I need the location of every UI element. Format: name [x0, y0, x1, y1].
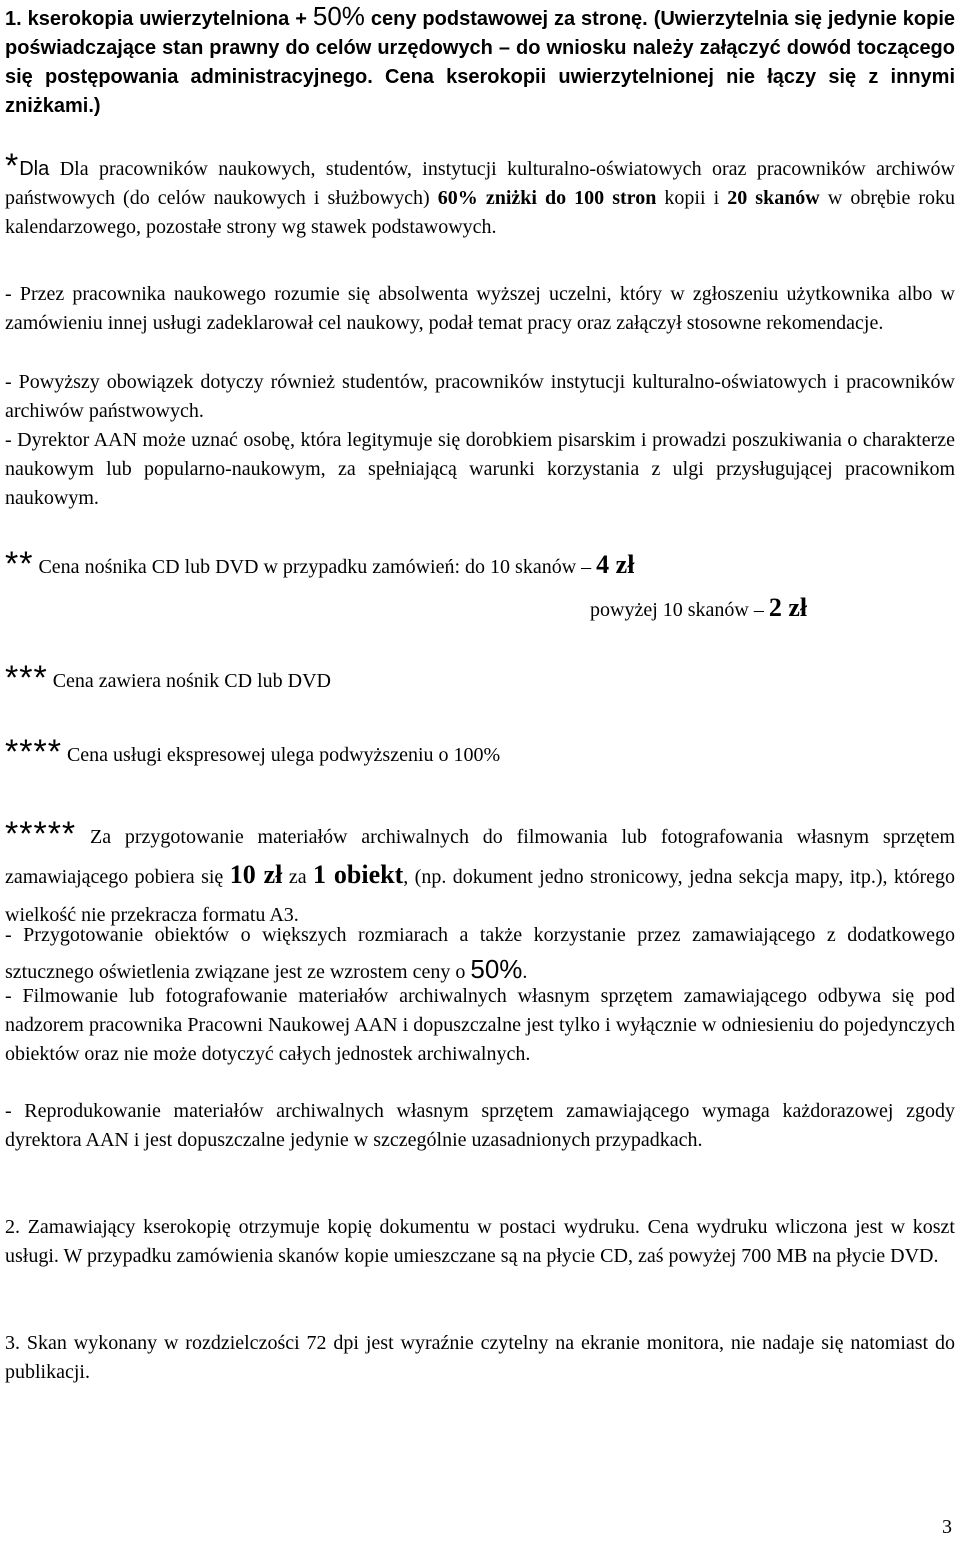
footnote-5-bullet-3: - Reprodukowanie materiałów archiwalnych własnym sprzętem zamawiającego wymaga każdorazowej zgody dyrektora AAN i jest dopuszczalne jedynie w szczególnie uzasadnionych przypadkach.: [5, 1100, 955, 1151]
section-1-title-b: ceny podstawowej za stronę.: [370, 8, 648, 30]
footnote-3: [5, 659, 955, 697]
footnote-1-intro-dla: Dla: [19, 158, 50, 180]
footnote-2-price-1: 4 zł: [596, 550, 635, 579]
footnote-5-za: za: [288, 866, 307, 888]
footnote-1-bullet-1: - Przez pracownika naukowego rozumie się absolwenta wyższej uczelni, który w zgłoszeniu użytkownika albo w zamówieniu innej usługi zadeklarował cel naukowy, podał temat pracy oraz załączył stosowne rekomendacje.: [5, 283, 955, 334]
footnote-1-mid: kopii i: [664, 187, 720, 209]
footnote-1-bullet-2-b: studentów, pracowników instytucji kulturalno-oświatowych i pracowników archiwów państwowych.: [5, 371, 955, 422]
footnote-5-bullet-1: [5, 918, 955, 989]
footnote-5-text-a: Za przygotowanie materiałów archiwalnych do filmowania lub fotografowania własnym sprzętem zamawiającego pobiera się: [5, 826, 956, 888]
footnote-1-bullet-3: - Dyrektor AAN może uznać osobę, która legitymuje się dorobkiem pisarskim i prowadzi poszukiwania o charakterze naukowym lub popularno-naukowym, za spełniającą warunki korzystania z ulgi przysługującej pracownikom naukowym.: [5, 429, 955, 509]
footnote-1-bullet-2: [5, 368, 955, 426]
section-3: 3. Skan wykonany w rozdzielczości 72 dpi jest wyraźnie czytelny na ekranie monitora, nie nadaje się natomiast do publikacji.: [5, 1332, 955, 1383]
footnote-5-bullet-2: - Filmowanie lub fotografowanie materiałów archiwalnych własnym sprzętem zamawiającego odbywa się pod nadzorem pracownika Pracowni Naukowej AAN i dopuszczalne jest tylko i wyłącznie w odniesieniu do pojedynczych obiektów oraz nie może dotyczyć całych jednostek archiwalnych.: [5, 985, 955, 1065]
footnote-5-bullet-1-text: - Przygotowanie obiektów o większych rozmiarach a także korzystanie przez zamawiającego z dodatkowego sztucznego oświetlenia związane jest ze wzrostem ceny o: [5, 924, 955, 983]
section-1-percent: 50%: [312, 1, 365, 31]
footnote-5-price: 10 zł: [229, 860, 283, 889]
section-1: [5, 2, 955, 121]
footnote-5-bullet-1-percent: 50%: [470, 954, 523, 984]
footnote-2-marker: **: [5, 545, 34, 583]
footnote-3-marker: ***: [5, 659, 48, 697]
section-1-note: (Uwierzytelnia się jedynie kopie poświadczające stan prawny do celów urzędowych – do wniosku należy załączyć dowód toczącego się postępowania administracyjnego. Cena kserokopii uwierzytelnionej nie łączy się z innymi zniżkami.): [5, 8, 956, 117]
footnote-1-rest: w obrębie roku kalendarzowego, pozostałe strony wg stawek podstawowych.: [5, 187, 956, 238]
footnote-5-unit: 1 obiekt: [313, 860, 404, 889]
section-1-number: 1.: [5, 8, 22, 30]
footnote-2-line-2-text: powyżej 10 skanów –: [590, 599, 764, 621]
footnote-4-marker: ****: [5, 733, 62, 771]
footnote-1-intro: Dla pracowników naukowych, studentów, instytucji kulturalno-oświatowych oraz pracowników archiwów państwowych (do celów naukowych i służbowych): [5, 158, 955, 209]
footnote-2-text: Cena nośnika CD lub DVD w przypadku zamówień: do 10 skanów –: [38, 556, 592, 578]
footnote-3-text: Cena zawiera nośnik CD lub DVD: [52, 670, 331, 692]
footnote-1: [5, 147, 956, 242]
footnote-1-scans: 20 skanów: [727, 187, 820, 209]
footnote-5-bullet-1-end: .: [522, 961, 528, 983]
footnote-1-discount: 60% zniżki do 100 stron: [437, 187, 657, 209]
section-1-title-a: kserokopia uwierzytelniona +: [27, 8, 307, 30]
footnote-1-bullet-2-a: - Powyższy obowiązek dotyczy również: [5, 371, 336, 393]
footnote-2-price-2: 2 zł: [768, 593, 808, 622]
footnote-1-marker: *: [5, 147, 20, 185]
section-2: 2. Zamawiający kserokopię otrzymuje kopię dokumentu w postaci wydruku. Cena wydruku wliczona jest w koszt usługi. W przypadku zamówienia skanów kopie umieszczane są na płycie CD, zaś powyżej 700 MB na płycie DVD.: [5, 1216, 955, 1267]
footnote-5-marker: *****: [5, 815, 77, 853]
footnote-4: [5, 733, 955, 771]
page-number: 3: [942, 1516, 952, 1538]
footnote-2: [5, 545, 955, 583]
footnote-4-text: Cena usługi ekspresowej ulega podwyższeniu o 100%: [66, 744, 501, 766]
footnote-5: [5, 815, 955, 934]
footnote-5-text-b: , (np. dokument jedno stronicowy, jedna sekcja mapy, itp.), którego wielkość nie przekracza formatu A3.: [5, 866, 955, 926]
footnote-2-line-2: [590, 593, 890, 625]
